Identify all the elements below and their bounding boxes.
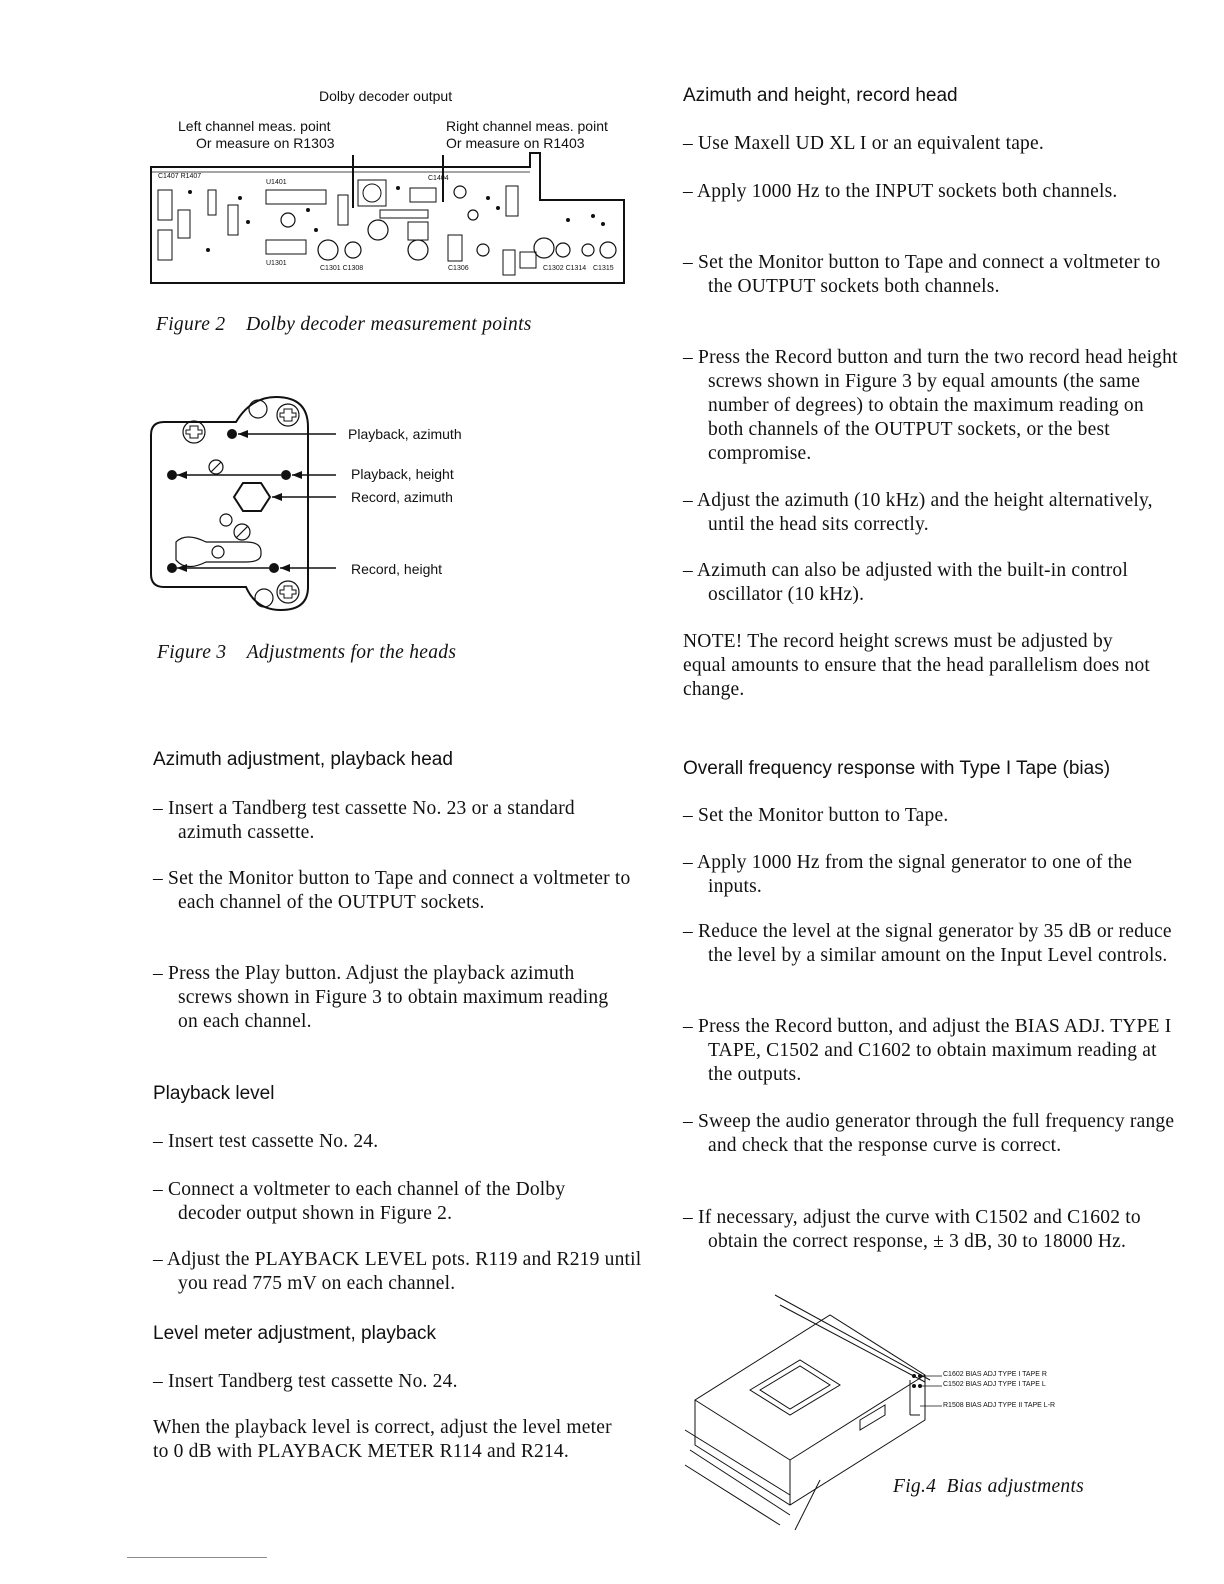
level-meter-paragraph: When the playback level is correct, adjust the level meter to 0 dB with PLAYBACK METER R114 and R214. xyxy=(153,1417,612,1462)
record-height-note: NOTE! The record height screws must be adjusted by equal amounts to ensure that the head parallelism does not change. xyxy=(683,631,1151,700)
list-item: – If necessary, adjust the curve with C1502 and C1602 to obtain the correct response, ± 3 dB, 30 to 18000 Hz. xyxy=(683,1207,1141,1252)
figure4-caption: Fig.4 Bias adjustments xyxy=(893,1476,1085,1497)
figure3-caption: Figure 3 Adjustments for the heads xyxy=(157,642,457,663)
heading-azimuth-playback: Azimuth adjustment, playback head xyxy=(153,749,453,770)
svg-text:U1401: U1401 xyxy=(266,179,287,186)
list-item: – Insert test cassette No. 24. xyxy=(153,1131,379,1152)
figure3-label-record-height: Record, height xyxy=(351,561,443,577)
list-item: – Adjust the PLAYBACK LEVEL pots. R119 and R219 until you read 775 mV on each channel. xyxy=(153,1249,642,1294)
figure3-label-playback-azimuth: Playback, azimuth xyxy=(348,426,462,442)
svg-text:C1315: C1315 xyxy=(593,265,614,272)
figure2-pcb-diagram xyxy=(148,150,628,290)
heading-overall-frequency-response: Overall frequency response with Type I Tape (bias) xyxy=(683,758,1111,779)
figure4-label-r1508: R1508 BIAS ADJ TYPE II TAPE L-R xyxy=(943,1402,1056,1409)
list-item: – Azimuth can also be adjusted with the built-in control oscillator (10 kHz). xyxy=(683,560,1128,605)
list-item: – Adjust the azimuth (10 kHz) and the height alternatively, until the head sits correctly. xyxy=(683,490,1153,535)
svg-text:C1301 C1308: C1301 C1308 xyxy=(320,265,364,272)
figure3-head-diagram xyxy=(146,392,346,617)
heading-playback-level: Playback level xyxy=(153,1083,275,1104)
figure2-top-label: Dolby decoder output xyxy=(319,88,453,104)
list-item: – Apply 1000 Hz from the signal generator to one of the inputs. xyxy=(683,852,1133,897)
figure3-label-playback-height: Playback, height xyxy=(351,466,454,482)
figure4-label-c1602: C1602 BIAS ADJ TYPE I TAPE R xyxy=(943,1371,1047,1378)
list-item: – Set the Monitor button to Tape. xyxy=(683,805,949,826)
figure2-left-label-1: Left channel meas. point xyxy=(178,118,331,134)
list-item: – Insert Tandberg test cassette No. 24. xyxy=(153,1371,458,1392)
list-item: – Press the Play button. Adjust the playback azimuth screws shown in Figure 3 to obtain maximum reading on each channel. xyxy=(153,963,609,1032)
svg-text:C1404: C1404 xyxy=(428,175,449,182)
svg-text:C1302 C1314: C1302 C1314 xyxy=(543,265,587,272)
list-item: – Apply 1000 Hz to the INPUT sockets both channels. xyxy=(683,181,1118,202)
list-item: – Sweep the audio generator through the full frequency range and check that the response curve is correct. xyxy=(683,1111,1175,1156)
list-item: – Connect a voltmeter to each channel of the Dolby decoder output shown in Figure 2. xyxy=(153,1179,566,1224)
figure2-left-label-2: Or measure on R1303 xyxy=(196,135,335,151)
list-item: – Press the Record button and turn the two record head height screws shown in Figure 3 by equal amounts (the same number of degrees) to obtain the maximum reading on both channels of the OUTPUT sockets, or the best compromise. xyxy=(683,347,1178,464)
heading-azimuth-height-record: Azimuth and height, record head xyxy=(683,85,958,106)
list-item: – Insert a Tandberg test cassette No. 23 or a standard azimuth cassette. xyxy=(153,798,575,843)
list-item: – Use Maxell UD XL I or an equivalent tape. xyxy=(683,133,1044,154)
list-item: – Press the Record button, and adjust the BIAS ADJ. TYPE I TAPE, C1502 and C1602 to obtain maximum reading at the outputs. xyxy=(683,1016,1172,1085)
svg-text:U1301: U1301 xyxy=(266,260,287,267)
heading-level-meter: Level meter adjustment, playback xyxy=(153,1323,437,1344)
figure2-right-label-2: Or measure on R1403 xyxy=(446,135,585,151)
figure4-deck-diagram xyxy=(680,1290,1100,1540)
svg-text:C1306: C1306 xyxy=(448,265,469,272)
svg-text:C1407 R1407: C1407 R1407 xyxy=(158,173,202,180)
figure3-label-record-azimuth: Record, azimuth xyxy=(351,489,453,505)
list-item: – Reduce the level at the signal generator by 35 dB or reduce the level by a similar amount on the Input Level controls. xyxy=(683,921,1172,966)
figure2-caption: Figure 2 Dolby decoder measurement points xyxy=(156,314,532,335)
figure2-right-label-1: Right channel meas. point xyxy=(446,118,608,134)
footer-rule xyxy=(127,1557,267,1558)
list-item: – Set the Monitor button to Tape and connect a voltmeter to the OUTPUT sockets both channels. xyxy=(683,252,1161,297)
figure4-label-c1502: C1502 BIAS ADJ TYPE I TAPE L xyxy=(943,1381,1046,1388)
list-item: – Set the Monitor button to Tape and connect a voltmeter to each channel of the OUTPUT sockets. xyxy=(153,868,631,913)
